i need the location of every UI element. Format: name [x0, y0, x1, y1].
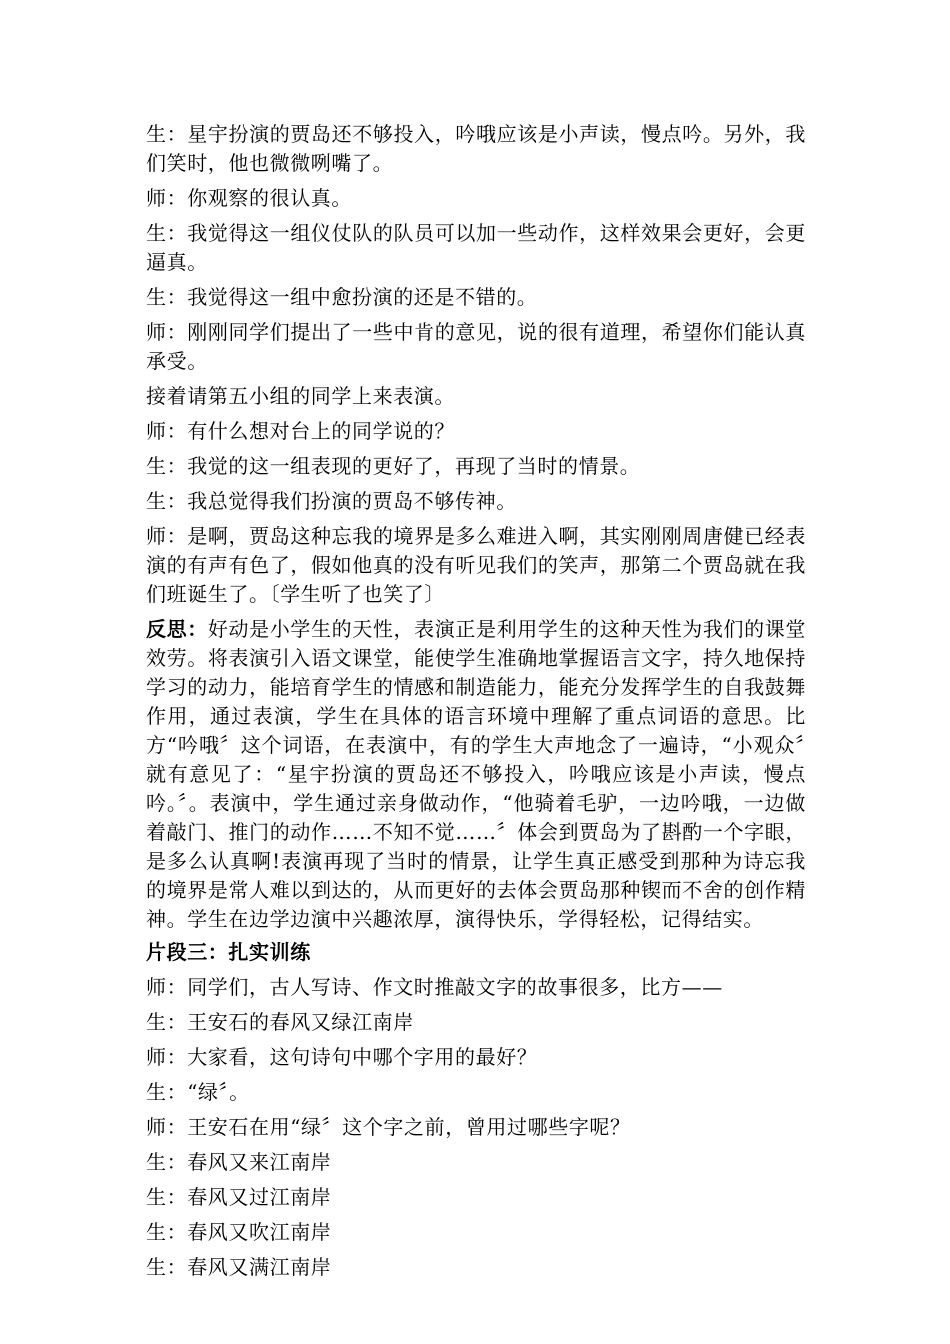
reflection-label: 反思： [146, 617, 208, 641]
narration-line: 接着请第五小组的同学上来表演。 [146, 384, 455, 408]
document-page [146, 120, 806, 1288]
dialogue-line: 生：我总觉得我们扮演的贾岛不够传神。 [146, 489, 517, 513]
dialogue-line: 生：春风又吹江南岸 [146, 1220, 332, 1244]
dialogue-line: 生：春风又来江南岸 [146, 1150, 332, 1174]
dialogue-line: 生：“绿〞。 [146, 1080, 250, 1104]
reflection-text: 好动是小学生的天性，表演正是利用学生的这种天性为我们的课堂效劳。将表演引入语文课堂，能使学生准确地掌握语言文字，持久地保持学习的动力，能培育学生的情感和制造能力，能充分发挥学生的自我鼓舞作用，通过表演，学生在具体的语言环境中理解了重点词语的意思。比方“吟哦〞这个词语，在表演中，有的学生大声地念了一遍诗，“小观众〞就有意见了：“星宇扮演的贾岛还不够投入，吟哦应该是小声读，慢点吟。〞。表演中，学生通过亲身做动作，“他骑着毛驴，一边吟哦，一边做着敲门、推门的动作……不知不觉……〞体会到贾岛为了斟酌一个字眼，是多么认真啊!表演再现了当时的情景，让学生真正感受到那种为诗忘我的境界是常人难以到达的，从而更好的去体会贾岛那种锲而不舍的创作精神。学生在边学边演中兴趣浓厚，演得快乐，学得轻松，记得结实。 [146, 617, 806, 931]
dialogue-line: 生：我觉得这一组中愈扮演的还是不错的。 [146, 285, 538, 309]
dialogue-line: 生：春风又满江南岸 [146, 1255, 332, 1279]
dialogue-line: 师：有什么想对台上的同学说的？ [146, 419, 455, 443]
section-title: 片段三：扎实训练 [146, 940, 311, 964]
dialogue-line: 师：大家看，这句诗句中哪个字用的最好？ [146, 1045, 538, 1069]
dialogue-line: 生：星宇扮演的贾岛还不够投入，吟哦应该是小声读，慢点吟。另外，我们笑时，他也微微咧嘴了。 [146, 122, 806, 175]
reflection-paragraph [146, 615, 806, 934]
dialogue-line: 生：我觉的这一组表现的更好了，再现了当时的情景。 [146, 454, 641, 478]
dialogue-line: 师：是啊，贾岛这种忘我的境界是多么难进入啊，其实刚刚周唐健已经表演的有声有色了，假如他真的没有听见我们的笑声，那第二个贾岛就在我们班诞生了。〔学生听了也笑了〕 [146, 524, 806, 606]
dialogue-line: 师：刚刚同学们提出了一些中肯的意见，说的很有道理，希望你们能认真承受。 [146, 320, 806, 373]
dialogue-line: 生：我觉得这一组仪仗队的队员可以加一些动作，这样效果会更好，会更逼真。 [146, 221, 806, 274]
dialogue-line: 师：你观察的很认真。 [146, 186, 352, 210]
dialogue-line: 生：王安石的春风又绿江南岸 [146, 1010, 414, 1034]
dialogue-line: 师：王安石在用“绿〞这个字之前，曾用过哪些字呢？ [146, 1115, 631, 1139]
dialogue-line: 生：春风又过江南岸 [146, 1185, 332, 1209]
dialogue-line: 师：同学们，古人写诗、作文时推敲文字的故事很多，比方—— [146, 975, 723, 999]
